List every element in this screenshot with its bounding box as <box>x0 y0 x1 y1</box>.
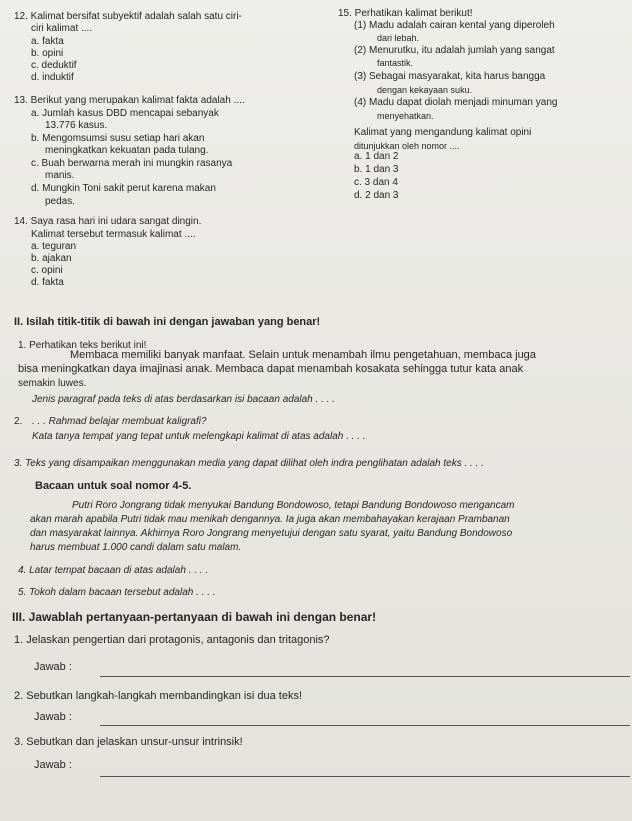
q13-option-a-cont: 13.776 kasus. <box>45 120 108 131</box>
s3-q2-answer-line[interactable] <box>100 725 630 726</box>
passage-line4: harus membuat 1.000 candi dalam satu malam. <box>30 542 242 553</box>
q15-item-2-cont: fantastik. <box>377 58 414 68</box>
q15-prompt-cont: ditunjukkan oleh nomor .... <box>354 141 460 151</box>
q14-stem-cont: Kalimat tersebut termasuk kalimat .... <box>31 229 196 240</box>
q13-option-b: b. Mengomsumsi susu setiap hari akan <box>31 133 205 144</box>
q15-prompt: Kalimat yang mengandung kalimat opini <box>354 127 532 138</box>
q13-option-d: d. Mungkin Toni sakit perut karena makan <box>31 183 216 194</box>
s2-q1-text-line2: bisa meningkatkan daya imajinasi anak. Membaca dapat menambah kosakata sehingga tutur kata anak <box>18 363 524 375</box>
q12-option-d: d. induktif <box>31 72 74 83</box>
q15-option-d: d. 2 dan 3 <box>354 190 399 201</box>
s2-q2-number: 2. <box>14 416 23 427</box>
s3-q1-answer-label: Jawab : <box>34 661 72 673</box>
q13-option-b-cont: meningkatkan kekuatan pada tulang. <box>45 145 209 156</box>
q14-option-a: a. teguran <box>31 241 77 252</box>
s2-q1-text-line1: Membaca memiliki banyak manfaat. Selain untuk menambah ilmu pengetahuan, membaca juga <box>70 349 536 361</box>
q15-option-b: b. 1 dan 3 <box>354 164 399 175</box>
s2-q3: 3. Teks yang disampaikan menggunakan media yang dapat dilihat oleh indra penglihatan adalah teks . . . . <box>14 458 484 469</box>
s2-q1-question: Jenis paragraf pada teks di atas berdasarkan isi bacaan adalah . . . . <box>32 394 335 405</box>
q15-item-1-cont: dari lebah. <box>377 33 420 43</box>
s3-q2: 2. Sebutkan langkah-langkah membandingkan isi dua teks! <box>14 690 303 702</box>
q15-item-4-cont: menyehatkan. <box>377 111 434 121</box>
s3-q3-answer-label: Jawab : <box>34 759 72 771</box>
s2-q1-label: 1. Perhatikan teks berikut ini! <box>18 340 147 351</box>
q14-option-d: d. fakta <box>31 277 64 288</box>
s2-q2-text: . . . Rahmad belajar membuat kaligrafi? <box>32 416 207 427</box>
q15-option-c: c. 3 dan 4 <box>354 177 398 188</box>
passage-heading: Bacaan untuk soal nomor 4-5. <box>35 480 192 492</box>
s3-q2-answer-label: Jawab : <box>34 711 72 723</box>
q12-stem: 12. Kalimat bersifat subyektif adalah salah satu ciri- <box>14 11 242 22</box>
section-3-heading: III. Jawablah pertanyaan-pertanyaan di bawah ini dengan benar! <box>12 610 377 624</box>
q13-option-c: c. Buah berwarna merah ini mungkin rasanya <box>31 158 233 169</box>
s2-q4: 4. Latar tempat bacaan di atas adalah . . . . <box>18 565 209 576</box>
section-2-heading: II. Isilah titik-titik di bawah ini dengan jawaban yang benar! <box>14 316 321 328</box>
s3-q1: 1. Jelaskan pengertian dari protagonis, antagonis dan tritagonis? <box>14 634 330 646</box>
q15-item-1: (1) Madu adalah cairan kental yang diperoleh <box>354 20 555 31</box>
passage-line3: dan masyarakat lainnya. Akhirnya Roro Jongrang menyetujui dengan satu syarat, yaitu Bandung Bondowoso <box>30 528 513 539</box>
s3-q3: 3. Sebutkan dan jelaskan unsur-unsur intrinsik! <box>14 736 243 748</box>
q14-option-b: b. ajakan <box>31 253 72 264</box>
q15-item-4: (4) Madu dapat diolah menjadi minuman yang <box>354 97 558 108</box>
s2-q1-text-line3: semakin luwes. <box>18 378 87 389</box>
passage-line1: Putri Roro Jongrang tidak menyukai Bandung Bondowoso, tetapi Bandung Bondowoso mengancam <box>72 500 515 511</box>
s2-q2-question: Kata tanya tempat yang tepat untuk melengkapi kalimat di atas adalah . . . . <box>32 431 366 442</box>
s2-q5: 5. Tokoh dalam bacaan tersebut adalah . . . . <box>18 587 216 598</box>
q12-stem-cont: ciri kalimat .... <box>31 23 93 34</box>
q12-option-c: c. deduktif <box>31 60 77 71</box>
q15-item-3: (3) Sebagai masyarakat, kita harus bangga <box>354 71 546 82</box>
q15-item-3-cont: dengan kekayaan suku. <box>377 85 473 95</box>
q13-stem: 13. Berikut yang merupakan kalimat fakta adalah .... <box>14 95 245 106</box>
q15-stem: 15. Perhatikan kalimat berikut! <box>338 8 473 19</box>
q13-option-d-cont: pedas. <box>45 196 76 207</box>
q13-option-a: a. Jumlah kasus DBD mencapai sebanyak <box>31 108 219 119</box>
q12-option-a: a. fakta <box>31 36 64 47</box>
q14-option-c: c. opini <box>31 265 63 276</box>
q13-option-c-cont: manis. <box>45 170 75 181</box>
q15-option-a: a. 1 dan 2 <box>354 151 399 162</box>
q14-stem: 14. Saya rasa hari ini udara sangat dingin. <box>14 216 202 227</box>
s3-q1-answer-line[interactable] <box>100 676 630 677</box>
q12-option-b: b. opini <box>31 48 64 59</box>
passage-line2: akan marah apabila Putri tidak mau menikah dengannya. Ia juga akan membahayakan kerajaan Prambanan <box>30 514 510 525</box>
s3-q3-answer-line[interactable] <box>100 776 630 777</box>
q15-item-2: (2) Menurutku, itu adalah jumlah yang sangat <box>354 45 555 56</box>
